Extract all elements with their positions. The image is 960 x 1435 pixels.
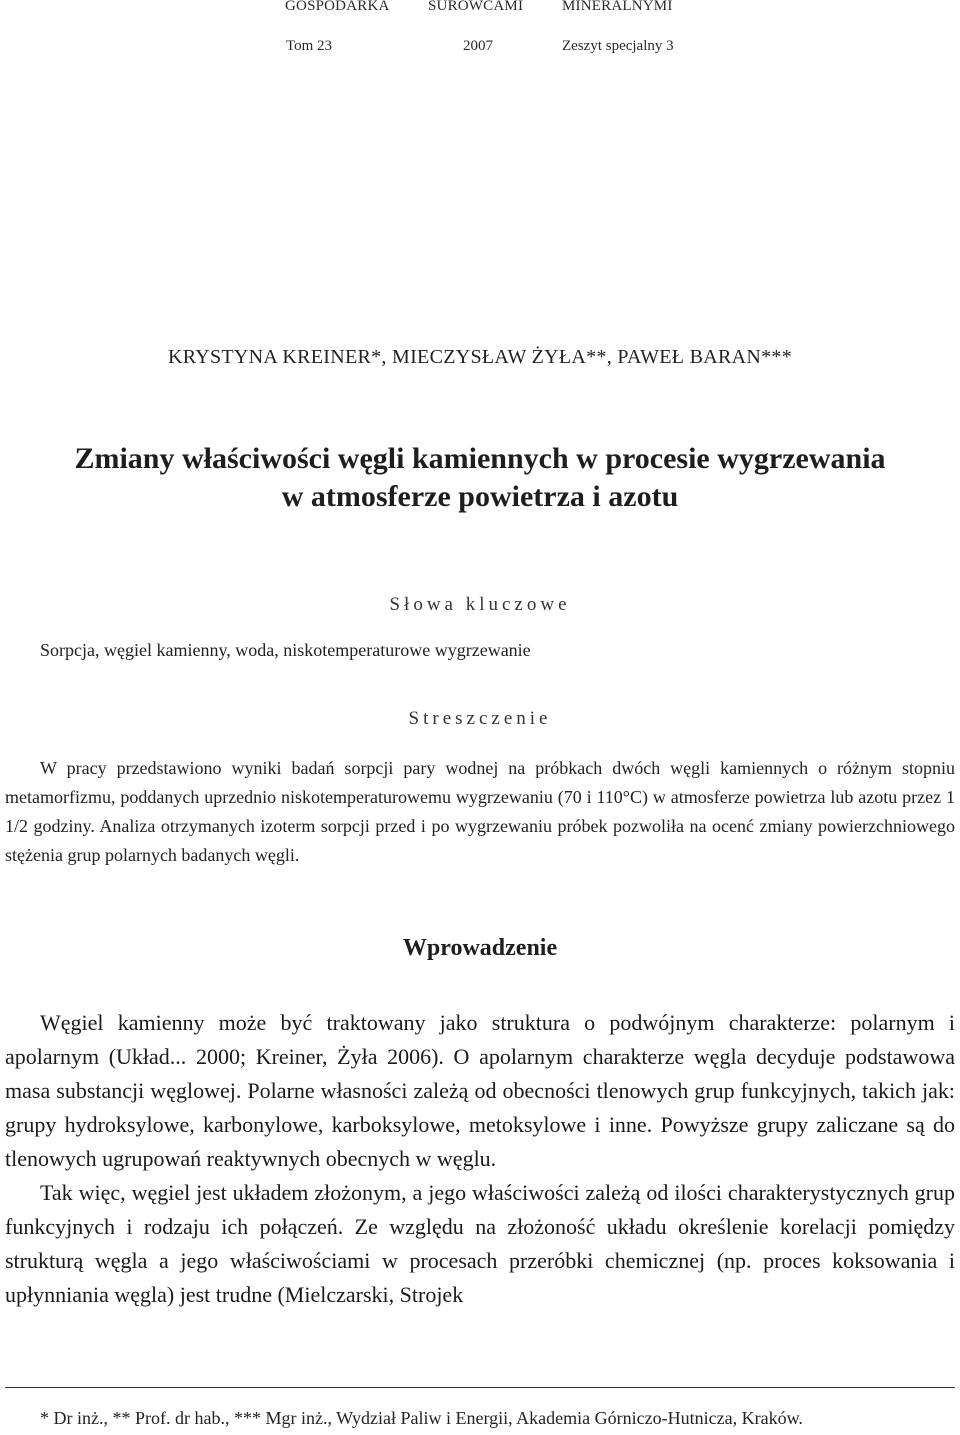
footnote-divider: [5, 1387, 955, 1388]
issue-info: [0, 38, 960, 58]
paper-title: [0, 440, 960, 516]
keywords-label: Słowa kluczowe: [389, 594, 571, 615]
paragraph: Tak więc, węgiel jest układem złożonym, a jego właściwości zależą od ilości charakterystycznych grup funkcyjnych i rodzaju ich połączeń. Ze względu na złożoność układu określenie korelacji pomiędzy strukturą węgla a jego właściwościami w procesach przeróbki chemicznej (np. proces koksowania i upłynniania węgla) jest trudne (Mielczarski, Strojek: [5, 1180, 955, 1307]
authors: KRYSTYNA KREINER*, MIECZYSŁAW ŻYŁA**, PAWEŁ BARAN***: [167, 346, 793, 368]
paragraph: Węgiel kamienny może być traktowany jako struktura o podwójnym charakterze: polarnym i apolarnym (Układ... 2000; Kreiner, Żyła 2006). O apolarnym charakterze węgla decyduje podstawowa masa substancji węglowej. Polarne własności zależą od obecności tlenowych grup funkcyjnych, takich jak: grupy hydroksylowe, karbonylowe, karboksylowe, metoksylowe i inne. Powyższe grupy zaliczane są do tlenowych ugrupowań reaktywnych obecnych w węglu.: [5, 1010, 955, 1171]
journal-name-word-1: GOSPODARKA: [285, 0, 390, 14]
publication-year: 2007: [463, 38, 493, 54]
paper-title-line-1: Zmiany właściwości węgli kamiennych w procesie wygrzewania: [74, 442, 886, 475]
keywords-text: Sorpcja, węgiel kamienny, woda, niskotemperaturowe wygrzewanie: [40, 640, 531, 660]
journal-name-word-3: MINERALNYMI: [562, 0, 673, 14]
abstract-text: W pracy przedstawiono wyniki badań sorpcji pary wodnej na próbkach dwóch węgli kamiennych o różnym stopniu metamorfizmu, poddanych uprzednio niskotemperaturowemu wygrzewaniu (70 i 110°C) w atmosferze powietrza lub azotu przez 1 1/2 godziny. Analiza otrzymanych izoterm sorpcji przed i po wygrzewaniu próbek pozwoliła na ocenć zmiany powierzchniowego stężenia grup polarnych badanych węgli.: [5, 758, 955, 865]
volume-number: Tom 23: [286, 38, 333, 54]
body-text: [5, 1006, 955, 1312]
journal-name: [0, 0, 960, 18]
author-affiliations-footnote: * Dr inż., ** Prof. dr hab., *** Mgr inż., Wydział Paliw i Energii, Akademia Górniczo-Hutnicza, Kraków.: [40, 1408, 803, 1428]
section-heading: Wprowadzenie: [402, 935, 558, 961]
abstract-label: Streszczenie: [408, 708, 552, 729]
paper-title-line-2: w atmosferze powietrza i azotu: [281, 480, 679, 513]
special-issue: Zeszyt specjalny 3: [562, 38, 674, 54]
journal-name-word-2: SUROWCAMI: [428, 0, 524, 14]
